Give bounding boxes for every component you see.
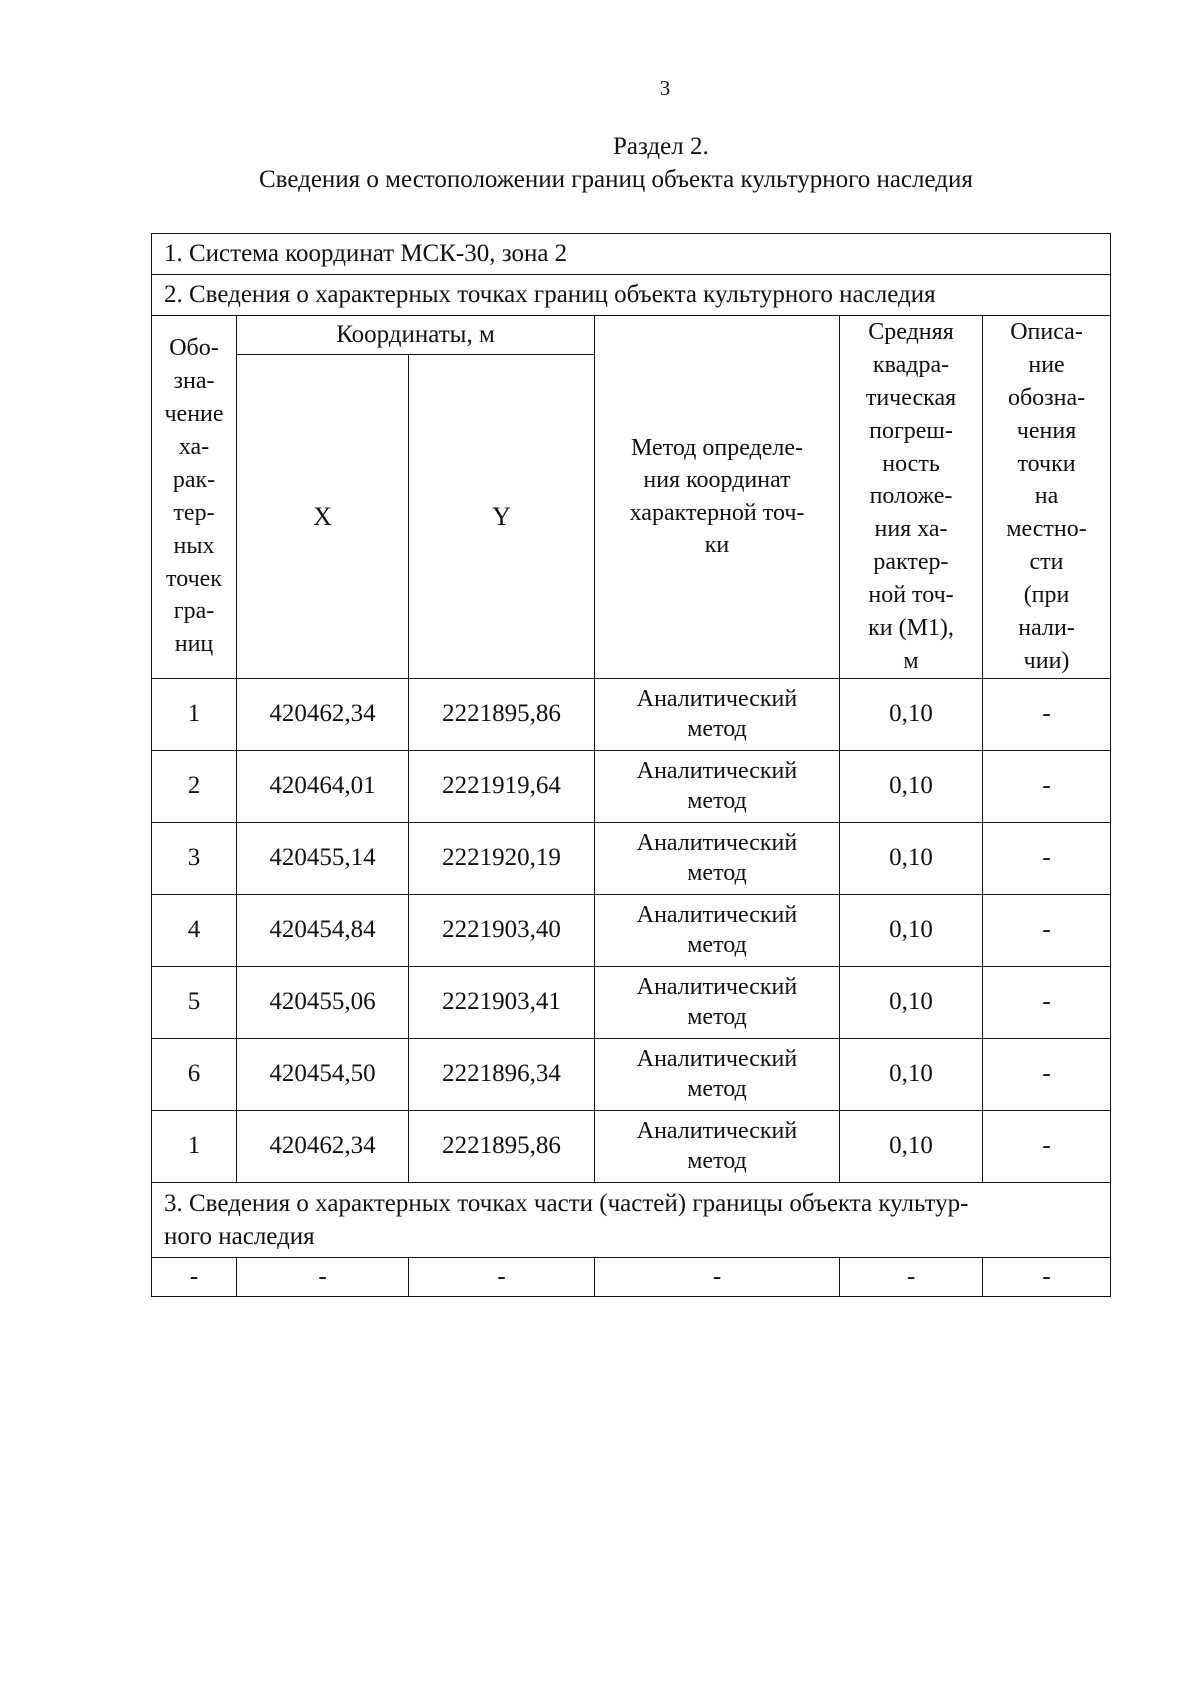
boundary-points-table xyxy=(151,233,1111,1297)
error: 0,10 xyxy=(840,750,983,822)
method: Аналитический метод xyxy=(595,966,840,1038)
point-number: 6 xyxy=(152,1038,237,1110)
error: 0,10 xyxy=(840,822,983,894)
y-coordinate: 2221903,40 xyxy=(409,894,595,966)
table-row xyxy=(152,966,1111,1038)
description: - xyxy=(983,966,1111,1038)
x-coordinate: 420464,01 xyxy=(237,750,409,822)
section-subtitle: Сведения о местоположении границ объекта культурного наследия xyxy=(259,166,973,193)
point-number: 5 xyxy=(152,966,237,1038)
section-title: Раздел 2. xyxy=(613,133,709,160)
header-coordinates: Координаты, м xyxy=(237,316,595,355)
x-coordinate: 420455,14 xyxy=(237,822,409,894)
table-row xyxy=(152,750,1111,822)
description: - xyxy=(983,1110,1111,1182)
header-designation: Обо- зна- чение ха- рак- тер- ных точек гра- ниц xyxy=(152,316,237,679)
error: 0,10 xyxy=(840,966,983,1038)
x-coordinate: 420462,34 xyxy=(237,678,409,750)
empty-cell: - xyxy=(409,1257,595,1296)
boundary-points-heading-row: 2. Сведения о характерных точках границ объекта культурного наследия xyxy=(152,275,1111,316)
description: - xyxy=(983,750,1111,822)
y-coordinate: 2221903,41 xyxy=(409,966,595,1038)
part-boundary-points-heading-row: 3. Сведения о характерных точках части (частей) границы объекта культур- ного наследия xyxy=(152,1182,1111,1257)
header-method: Метод определе- ния координат характерной точ- ки xyxy=(595,316,840,679)
x-coordinate: 420454,84 xyxy=(237,894,409,966)
coordinate-system-row: 1. Система координат МСК-30, зона 2 xyxy=(152,234,1111,275)
y-coordinate: 2221895,86 xyxy=(409,1110,595,1182)
method: Аналитический метод xyxy=(595,678,840,750)
header-error: Средняя квадра- тическая погреш- ность положе- ния ха- рактер- ной точ- ки (М1), м xyxy=(840,316,983,679)
page-number: 3 xyxy=(659,76,671,100)
x-coordinate: 420454,50 xyxy=(237,1038,409,1110)
empty-cell: - xyxy=(840,1257,983,1296)
description: - xyxy=(983,894,1111,966)
empty-cell: - xyxy=(595,1257,840,1296)
point-number: 3 xyxy=(152,822,237,894)
description: - xyxy=(983,822,1111,894)
method: Аналитический метод xyxy=(595,1110,840,1182)
error: 0,10 xyxy=(840,1038,983,1110)
point-number: 4 xyxy=(152,894,237,966)
point-number: 1 xyxy=(152,678,237,750)
empty-cell: - xyxy=(237,1257,409,1296)
method: Аналитический метод xyxy=(595,822,840,894)
x-coordinate: 420462,34 xyxy=(237,1110,409,1182)
description: - xyxy=(983,678,1111,750)
point-number: 2 xyxy=(152,750,237,822)
empty-cell: - xyxy=(152,1257,237,1296)
error: 0,10 xyxy=(840,1110,983,1182)
error: 0,10 xyxy=(840,894,983,966)
empty-cell: - xyxy=(983,1257,1111,1296)
table-row xyxy=(152,894,1111,966)
x-coordinate: 420455,06 xyxy=(237,966,409,1038)
y-coordinate: 2221896,34 xyxy=(409,1038,595,1110)
table-row xyxy=(152,822,1111,894)
y-coordinate: 2221895,86 xyxy=(409,678,595,750)
y-coordinate: 2221919,64 xyxy=(409,750,595,822)
header-y: Y xyxy=(409,355,595,679)
description: - xyxy=(983,1038,1111,1110)
table-row xyxy=(152,678,1111,750)
method: Аналитический метод xyxy=(595,894,840,966)
header-x: X xyxy=(237,355,409,679)
table-row xyxy=(152,1110,1111,1182)
header-description: Описа- ние обозна- чения точки на местно- сти (при нали- чии) xyxy=(983,316,1111,679)
error: 0,10 xyxy=(840,678,983,750)
table-row xyxy=(152,1257,1111,1296)
point-number: 1 xyxy=(152,1110,237,1182)
table-row xyxy=(152,1038,1111,1110)
y-coordinate: 2221920,19 xyxy=(409,822,595,894)
method: Аналитический метод xyxy=(595,750,840,822)
method: Аналитический метод xyxy=(595,1038,840,1110)
